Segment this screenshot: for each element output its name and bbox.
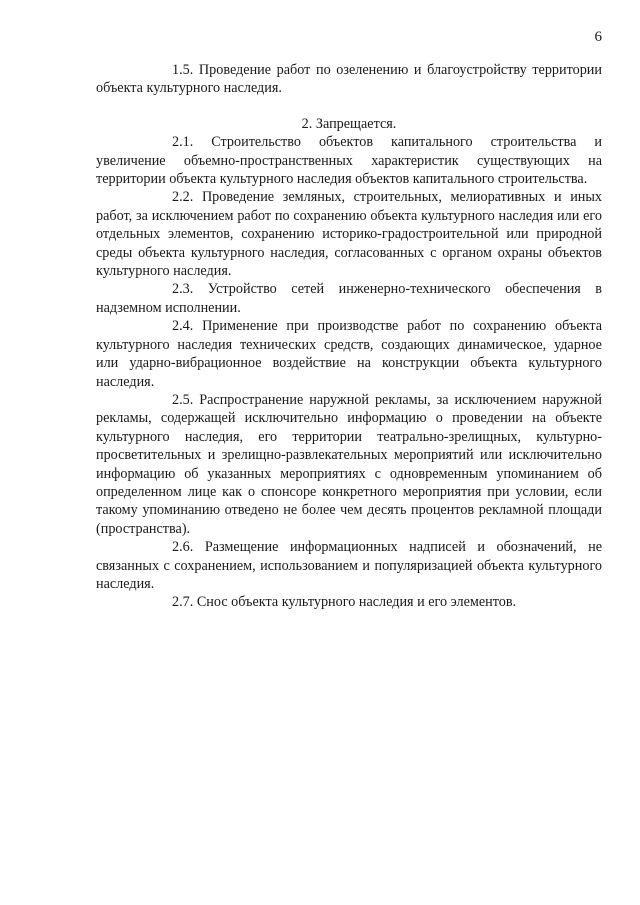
paragraph-2-2	[96, 188, 602, 280]
paragraph-2-3	[96, 280, 602, 317]
paragraph-1-5	[96, 61, 602, 98]
paragraph-number: 2.3.	[172, 281, 194, 298]
paragraph-2-7	[96, 593, 602, 611]
paragraph-number: 1.5.	[172, 62, 194, 78]
paragraph-number: 2.4.	[172, 318, 194, 335]
paragraph-text: Снос объекта культурного наследия и его элементов.	[196, 594, 517, 611]
paragraph-text: Распространение наружной рекламы, за исключением наружной рекламы, содержащей исключительно информацию о проведении на объекте культурного наследия, его территории театрально-зрелищных, культурно-просветительных и зрелищно-развлекательных мероприятий или исключительно информацию об указанных мероприятиях с одновременным упоминанием об определенном лице как о спонсоре конкретного мероприятия при условии, если такому упоминанию отведено не более чем десять процентов рекламной площади (пространства).	[96, 391, 602, 537]
paragraph-number: 2.6.	[172, 539, 194, 556]
paragraph-text: Проведение земляных, строительных, мелиоративных и иных работ, за исключением работ по сохранению объекта культурного наследия или его отдельных элементов, сохранению историко-градостроительной или природной среды объекта культурного наследия, согласованных с органом охраны объектов культурного наследия.	[96, 189, 603, 280]
paragraph-number: 2.2.	[172, 189, 194, 206]
paragraph-number: 2.1.	[172, 134, 194, 151]
paragraph-text: Размещение информационных надписей и обозначений, не связанных с сохранением, использованием и популяризацией объекта культурного наследия.	[96, 539, 603, 592]
paragraph-text: Применение при производстве работ по сохранению объекта культурного наследия технических средств, создающих динамическое, ударное или ударно-вибрационное воздействие на конструкции объекта культурного наследия.	[96, 318, 602, 390]
section-heading: 2. Запрещается.	[301, 115, 397, 132]
paragraph-number: 2.7.	[172, 594, 194, 611]
paragraph-2-6	[96, 538, 602, 593]
paragraph-2-4	[96, 317, 602, 391]
paragraph-2-5	[96, 391, 602, 538]
paragraph-text: Проведение работ по озеленению и благоустройству территории объекта культурного наследия.	[96, 62, 602, 97]
document-body	[96, 61, 602, 612]
paragraph-text: Строительство объектов капитального строительства и увеличение объемно-пространственных характеристик существующих на территории объекта культурного наследия объектов капитального строительства.	[96, 134, 603, 188]
page-number: 6	[594, 29, 602, 45]
paragraph-2-1	[96, 133, 602, 188]
paragraph-number: 2.5.	[172, 391, 194, 408]
paragraph-text: Устройство сетей инженерно-технического обеспечения в надземном исполнении.	[96, 281, 603, 316]
